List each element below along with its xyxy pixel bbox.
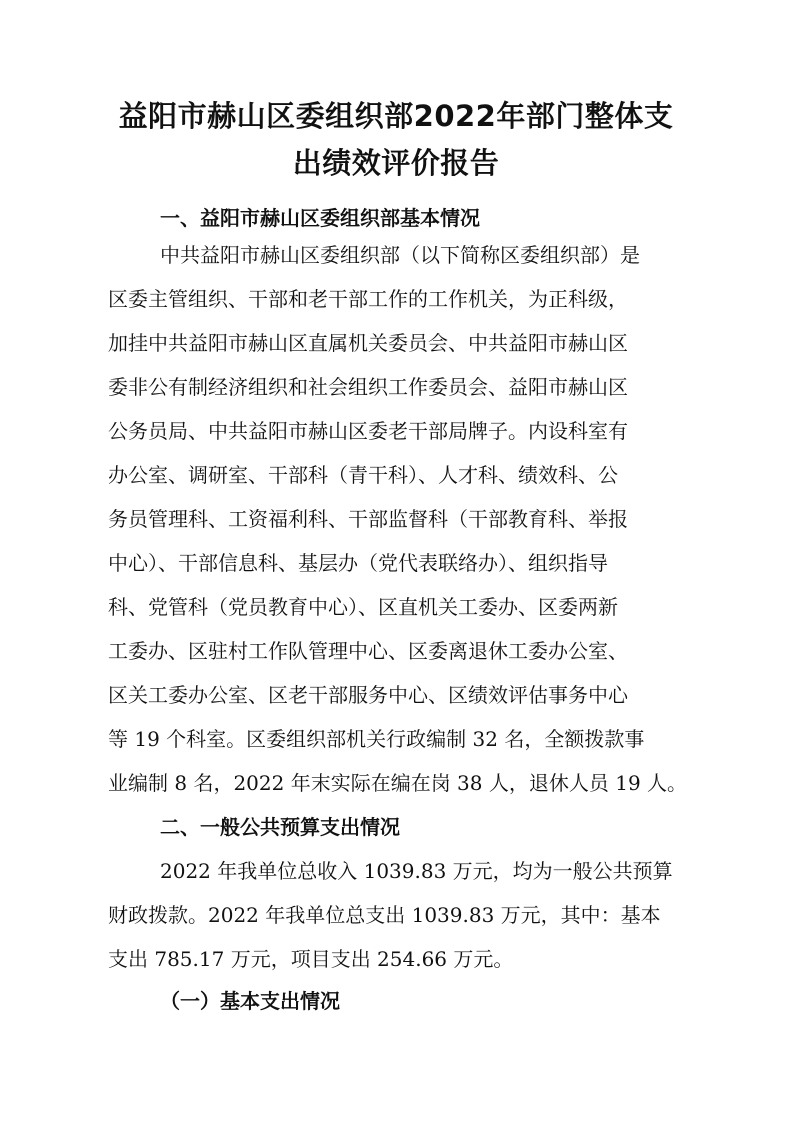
section-1-paragraph-line: 务员管理科、工资福利科、干部监督科（干部教育科、举报 [108,507,628,531]
section-1-paragraph-line: 业编制 8 名，2022 年末实际在编在岗 38 人，退休人员 19 人。 [108,771,688,795]
section-1-paragraph-line: 加挂中共益阳市赫山区直属机关委员会、中共益阳市赫山区 [108,331,628,355]
section-2-paragraph-line: 财政拨款。2022 年我单位总支出 1039.83 万元，其中：基本 [108,903,661,927]
section-2-heading: 二、一般公共预算支出情况 [160,815,400,839]
section-1-paragraph-line: 工委办、区驻村工作队管理中心、区委离退休工委办公室、 [108,639,628,663]
section-1-paragraph-line: 办公室、调研室、干部科（青干科）、人才科、绩效科、公 [108,463,618,487]
section-1-paragraph-line: 区委主管组织、干部和老干部工作的工作机关，为正科级， [108,287,628,311]
section-1-heading: 一、益阳市赫山区委组织部基本情况 [160,206,480,230]
section-2-paragraph-line: 2022 年我单位总收入 1039.83 万元，均为一般公共预算 [160,859,673,883]
section-2-paragraph-line: 支出 785.17 万元，项目支出 254.66 万元。 [108,947,514,971]
section-1-paragraph-line: 中心）、干部信息科、基层办（党代表联络办）、组织指导 [108,551,608,575]
section-1-paragraph-line: 公务员局、中共益阳市赫山区委老干部局牌子。内设科室有 [108,419,628,443]
report-title-line-1: 益阳市赫山区委组织部2022年部门整体支 [118,99,674,133]
section-1-paragraph-line: 区关工委办公室、区老干部服务中心、区绩效评估事务中心 [108,683,628,707]
section-1-paragraph-line: 中共益阳市赫山区委组织部（以下简称区委组织部）是 [160,243,640,267]
report-title-line-2: 出绩效评价报告 [292,146,500,180]
section-1-paragraph-line: 委非公有制经济组织和社会组织工作委员会、益阳市赫山区 [108,375,628,399]
section-1-paragraph-line: 等 19 个科室。区委组织部机关行政编制 32 名，全额拨款事 [108,727,645,751]
subsection-1-heading: （一）基本支出情况 [160,989,340,1013]
section-1-paragraph-line: 科、党管科（党员教育中心）、区直机关工委办、区委两新 [108,595,618,619]
